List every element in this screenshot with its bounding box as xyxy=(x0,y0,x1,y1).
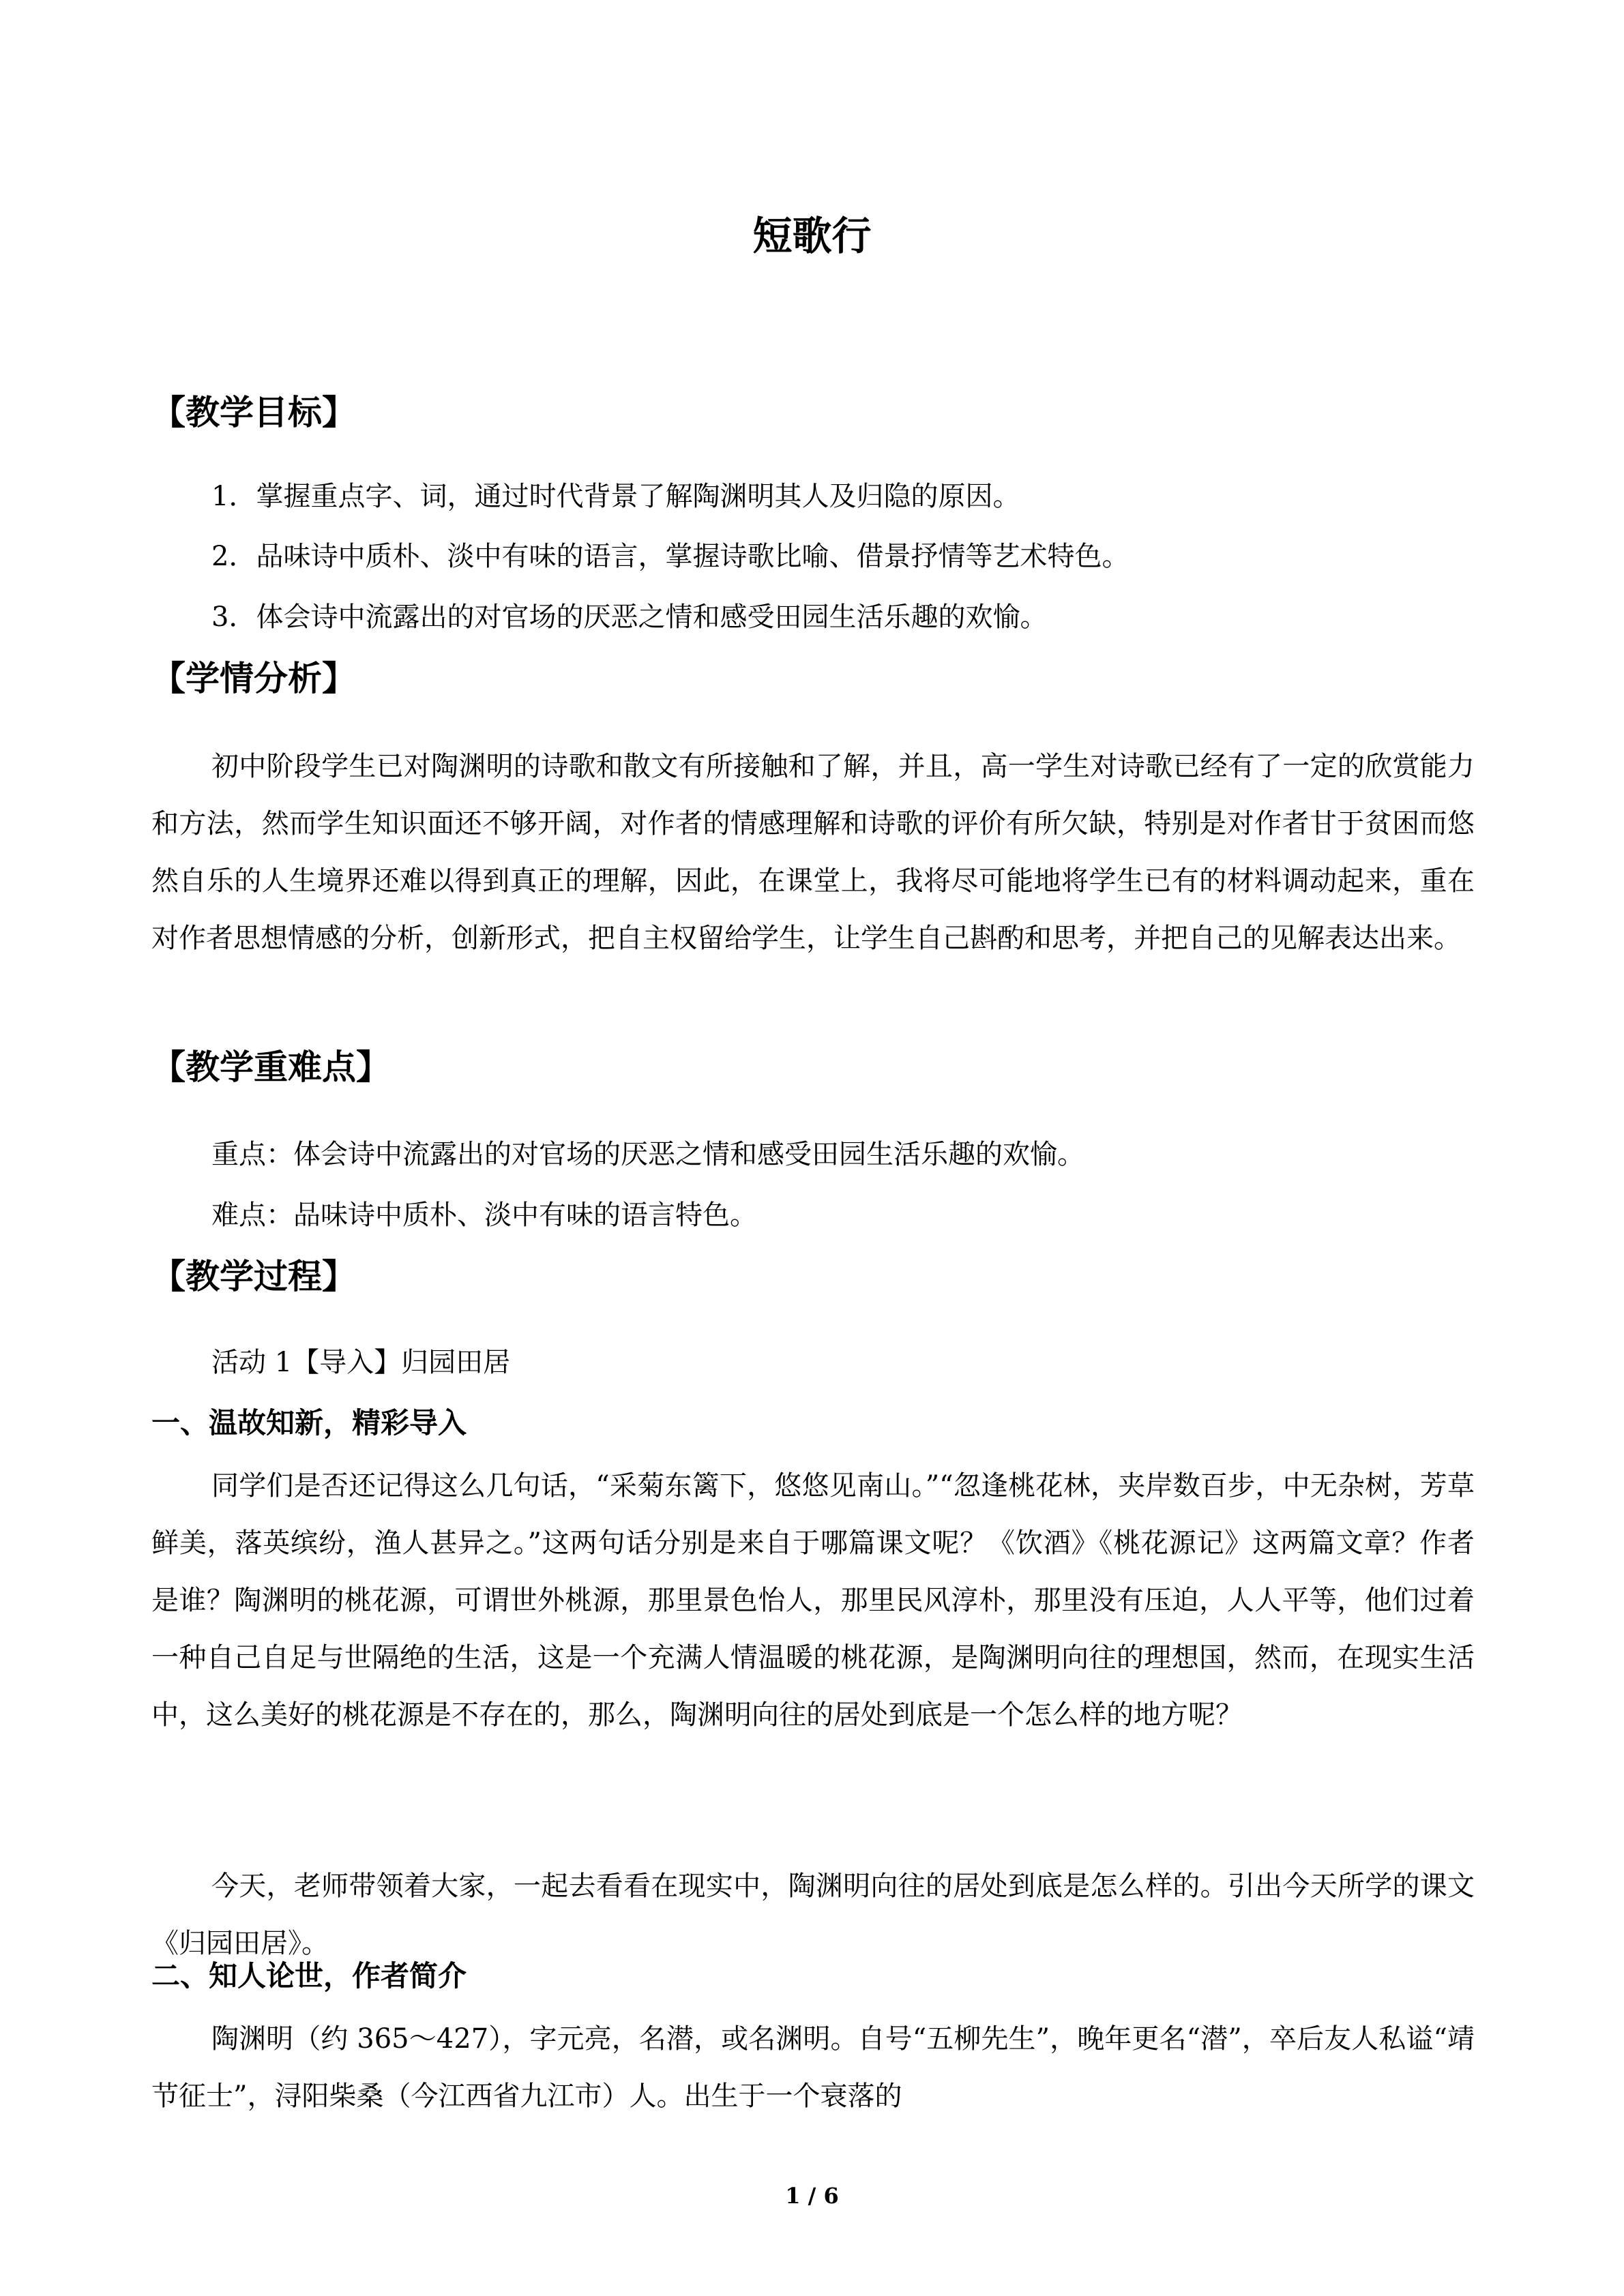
keypoint-item-1: 重点：体会诗中流露出的对官场的厌恶之情和感受田园生活乐趣的欢愉。 xyxy=(211,1139,1084,1170)
objective-item-1: 1．掌握重点字、词，通过时代背景了解陶渊明其人及归隐的原因。 xyxy=(211,481,1020,512)
page-number: 1 / 6 xyxy=(785,2183,839,2209)
part1-heading: 一、温故知新，精彩导入 xyxy=(151,1406,467,1440)
part2-paragraph-1: 陶渊明（约 365～427），字元亮，名潜，或名渊明。自号“五柳先生”，晚年更名“潜”，卒后友人私谥“靖节征士”，浔阳柴桑（今江西省九江市）人。出生于一个衰落的 xyxy=(151,2023,1475,2112)
activity-label: 活动 1【导入】归园田居 xyxy=(211,1347,511,1378)
part1-paragraph-2: 今天，老师带领着大家，一起去看看在现实中，陶渊明向往的居处到底是怎么样的。引出今天所学的课文《归园田居》。 xyxy=(151,1870,1475,1959)
process-heading: 【教学过程】 xyxy=(151,1257,356,1296)
objective-item-2: 2．品味诗中质朴、淡中有味的语言，掌握诗歌比喻、借景抒情等艺术特色。 xyxy=(211,541,1130,572)
keypoints-heading: 【教学重难点】 xyxy=(151,1047,390,1087)
keypoint-item-2: 难点：品味诗中质朴、淡中有味的语言特色。 xyxy=(211,1199,757,1231)
page-title: 短歌行 xyxy=(752,213,872,259)
analysis-paragraph: 初中阶段学生已对陶渊明的诗歌和散文有所接触和了解，并且，高一学生对诗歌已经有了一定的欣赏能力和方法，然而学生知识面还不够开阔，对作者的情感理解和诗歌的评价有所欠缺，特别是对作者甘于贫困而悠然自乐的人生境界还难以得到真正的理解，因此，在课堂上，我将尽可能地将学生已有的材料调动起来，重在对作者思想情感的分析，创新形式，把自主权留给学生，让学生自己斟酌和思考，并把自己的见解表达出来。 xyxy=(151,751,1475,954)
analysis-heading: 【学情分析】 xyxy=(151,659,356,698)
part1-paragraph-1: 同学们是否还记得这么几句话，“采菊东篱下，悠悠见南山。”“忽逢桃花林，夹岸数百步，中无杂树，芳草鲜美，落英缤纷，渔人甚异之。”这两句话分别是来自于哪篇课文呢？《饮酒》《桃花源记》这两篇文章？作者是谁？陶渊明的桃花源，可谓世外桃源，那里景色怡人，那里民风淳朴，那里没有压迫，人人平等，他们过着一种自己自足与世隔绝的生活，这是一个充满人情温暖的桃花源，是陶渊明向往的理想国，然而，在现实生活中，这么美好的桃花源是不存在的，那么，陶渊明向往的居处到底是一个怎么样的地方呢？ xyxy=(151,1470,1475,1731)
part2-heading: 二、知人论世，作者简介 xyxy=(151,1959,467,1993)
objective-item-3: 3．体会诗中流露出的对官场的厌恶之情和感受田园生活乐趣的欢愉。 xyxy=(211,601,1048,633)
objectives-heading: 【教学目标】 xyxy=(151,393,356,432)
